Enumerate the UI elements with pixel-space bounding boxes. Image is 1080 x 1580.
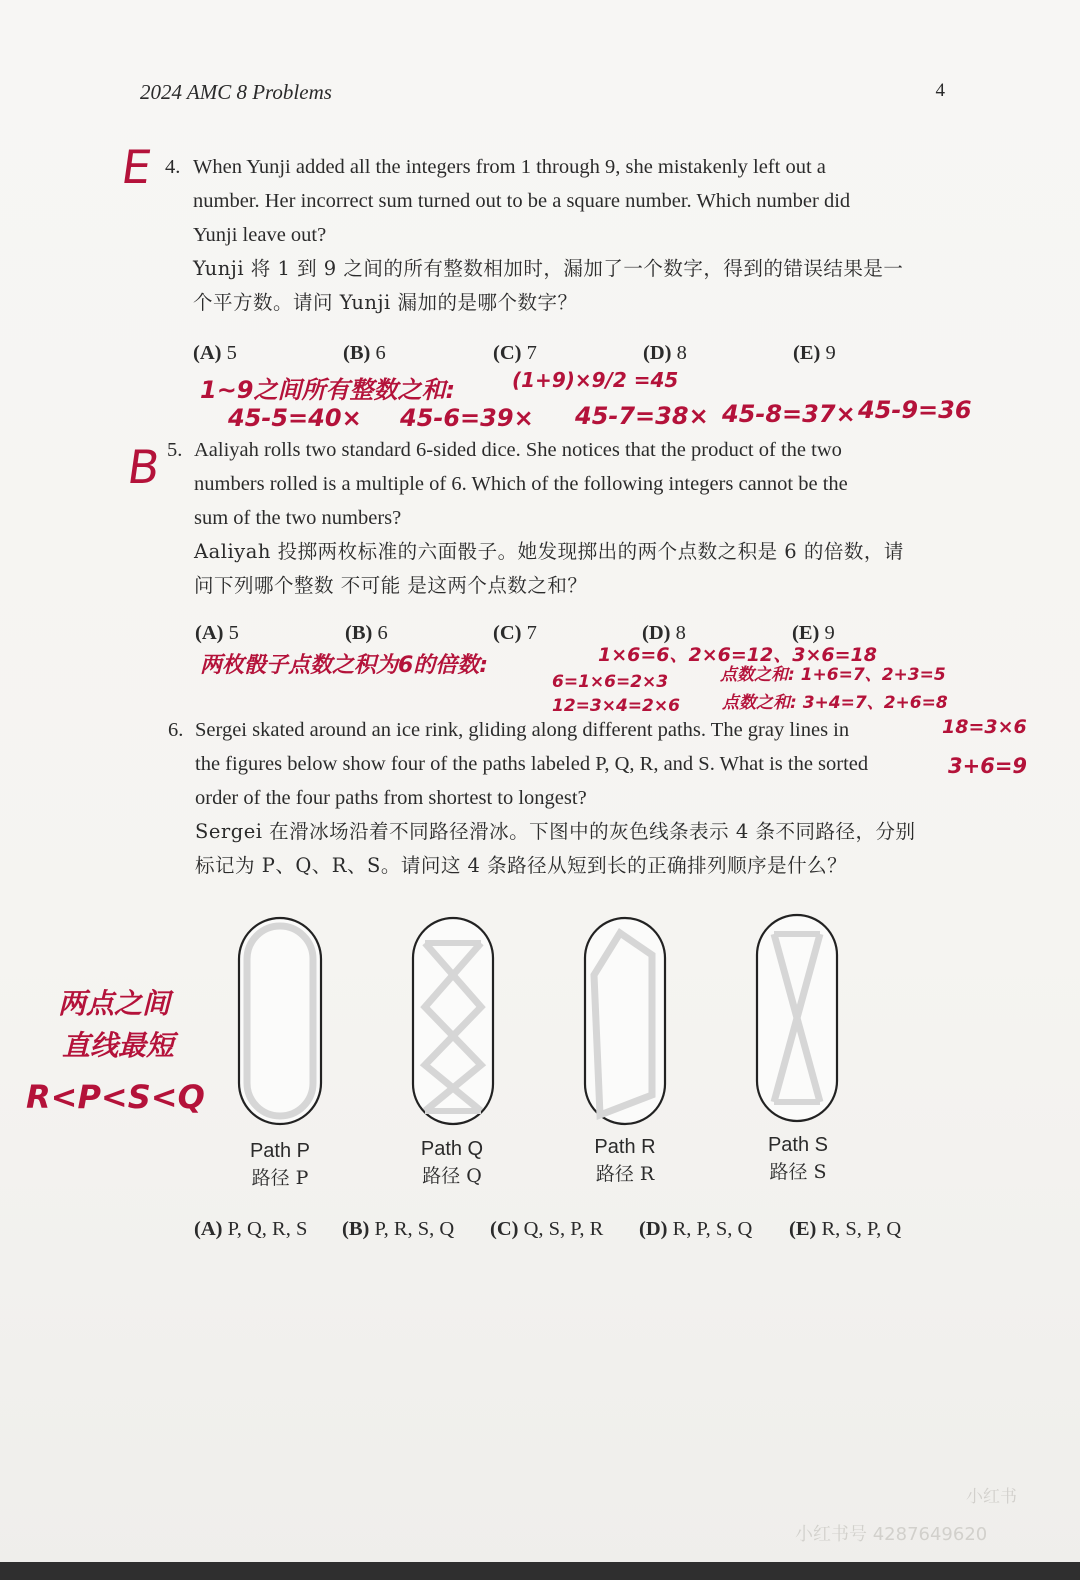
q4-note-calc: 45-9=36 — [858, 396, 972, 424]
q4-zh-line: Yunji 将 1 到 9 之间的所有整数相加时，漏加了一个数字，得到的错误结果是一 — [193, 257, 904, 280]
q4-zh-line: 个平方数。请问 Yunji 漏加的是哪个数字？ — [193, 291, 578, 314]
path-p-caption — [200, 1138, 360, 1192]
q5-choice-d[interactable]: (D) 8 — [642, 622, 686, 644]
path-q-label-zh: 路径 Q — [422, 1165, 482, 1187]
q4-choice-d[interactable]: (D) 8 — [643, 342, 687, 364]
q6-zh-line: Sergei 在滑冰场沿着不同路径滑冰。下图中的灰色线条表示 4 条不同路径，分别 — [195, 820, 916, 843]
q5-en-line: numbers rolled is a multiple of 6. Which of the following integers cannot be the — [194, 473, 848, 495]
q6-note-line1: 两点之间 — [58, 987, 171, 1020]
q5-text-en — [194, 433, 944, 603]
q5-choice-a[interactable]: (A) 5 — [195, 622, 239, 644]
watermark-text: 小红书号 4287649620 — [795, 1524, 988, 1545]
path-q-label: Path Q — [420, 1138, 484, 1160]
q4-choice-e[interactable]: (E) 9 — [793, 342, 836, 364]
path-s-label: Path S — [767, 1134, 829, 1156]
q4-note-calc: 45-6=39× — [400, 404, 534, 432]
q4-en-line: Yunji leave out? — [193, 224, 327, 246]
q4-note-calc: 45-7=38× — [575, 402, 709, 430]
q4-answer-mark: E — [118, 140, 155, 194]
q4-choice-b[interactable]: (B) 6 — [343, 342, 386, 364]
q4-number: 4. — [165, 156, 181, 178]
q6-en-line: order of the four paths from shortest to longest? — [195, 787, 587, 809]
q5-zh-line: Aaliyah 投掷两枚标准的六面骰子。她发现掷出的两个点数之积是 6 的倍数，请 — [194, 540, 904, 563]
q4-note-calc: 45-8=37× — [722, 400, 856, 428]
path-r-figure — [582, 915, 668, 1127]
path-s-label-zh: 路径 S — [769, 1161, 827, 1183]
path-r-label: Path R — [594, 1136, 656, 1158]
q5-en-line: sum of the two numbers? — [194, 507, 402, 529]
q6-choice-a[interactable]: (A) P, Q, R, S — [194, 1218, 308, 1240]
path-p-figure — [236, 915, 324, 1127]
q6-choice-c[interactable]: (C) Q, S, P, R — [490, 1218, 604, 1240]
q6-zh-line: 标记为 P、Q、R、S。请问这 4 条路径从短到长的正确排列顺序是什么？ — [195, 854, 848, 877]
q5-note-row4: 18=3×6 — [942, 716, 1027, 738]
path-s-caption — [718, 1132, 878, 1186]
q4-choice-a[interactable]: (A) 5 — [193, 342, 237, 364]
bottom-edge — [0, 1562, 1080, 1580]
q5-choice-b[interactable]: (B) 6 — [345, 622, 388, 644]
q6-note-line2: 直线最短 — [62, 1029, 175, 1062]
q4-en-line: When Yunji added all the integers from 1 through 9, she mistakenly left out a — [193, 156, 826, 178]
q5-choice-e[interactable]: (E) 9 — [792, 622, 835, 644]
path-s-figure — [754, 912, 840, 1124]
path-r-caption — [545, 1134, 705, 1188]
q4-choice-c[interactable]: (C) 7 — [493, 342, 537, 364]
q4-note-line1: 1~9之间所有整数之和: — [200, 376, 456, 404]
q4-text-en — [193, 150, 943, 320]
q4-en-line: number. Her incorrect sum turned out to be a square number. Which number did — [193, 190, 851, 212]
q6-choice-d[interactable]: (D) R, P, S, Q — [639, 1218, 753, 1240]
q6-en-line: Sergei skated around an ice rink, gliding along different paths. The gray lines in — [195, 719, 850, 741]
q6-note-order: R<P<S<Q — [26, 1078, 205, 1116]
q5-en-line: Aaliyah rolls two standard 6-sided dice. She notices that the product of the two — [194, 439, 842, 461]
q5-note-line1: 两枚骰子点数之积为6的倍数: — [200, 653, 489, 678]
q6-choice-e[interactable]: (E) R, S, P, Q — [789, 1218, 902, 1240]
q4-note-calc: 45-5=40× — [228, 404, 362, 432]
path-p-label-zh: 路径 P — [251, 1167, 309, 1189]
q5-choice-c[interactable]: (C) 7 — [493, 622, 537, 644]
q6-en-line: the figures below show four of the paths labeled P, Q, R, and S. What is the sorted — [195, 753, 869, 775]
q4-note-formula: (1+9)×9/2 =45 — [512, 368, 679, 392]
watermark-badge: 小红书 — [966, 1487, 1017, 1507]
q5-zh-line: 问下列哪个整数 不可能 是这两个点数之和？ — [194, 574, 588, 597]
page-number: 4 — [935, 80, 945, 101]
q5-note-row3b: 点数之和: 3+4=7、2+6=8 — [722, 693, 948, 713]
q6-choice-b[interactable]: (B) P, R, S, Q — [342, 1218, 455, 1240]
q6-text-en — [195, 713, 940, 883]
q5-note-row3a: 12=3×4=2×6 — [552, 696, 680, 716]
q5-answer-mark: B — [124, 440, 164, 494]
q5-number: 5. — [167, 439, 183, 461]
q5-note-row5: 3+6=9 — [948, 754, 1028, 778]
q5-note-products: 1×6=6、2×6=12、3×6=18 — [598, 644, 877, 666]
page-header-title: 2024 AMC 8 Problems — [140, 80, 332, 104]
path-p-label: Path P — [249, 1140, 311, 1162]
q5-note-row2a: 6=1×6=2×3 — [552, 672, 669, 692]
q6-number: 6. — [168, 719, 184, 741]
path-q-caption — [372, 1136, 532, 1190]
q5-note-row2b: 点数之和: 1+6=7、2+3=5 — [720, 665, 946, 685]
path-r-label-zh: 路径 R — [595, 1163, 655, 1185]
path-q-figure — [410, 915, 496, 1127]
